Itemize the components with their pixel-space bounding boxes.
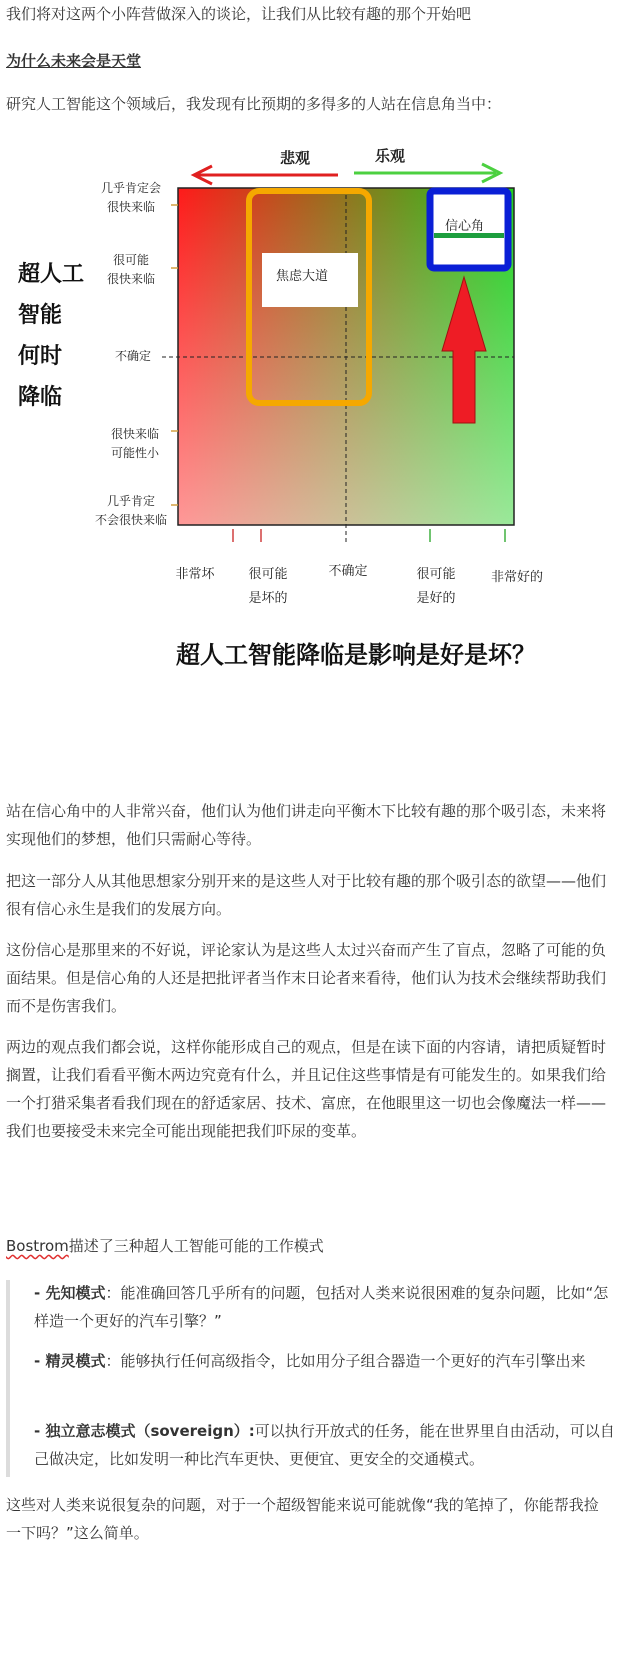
x-tick-3: 不确定 xyxy=(328,564,368,579)
bostrom-intro xyxy=(6,1232,610,1260)
mode-oracle-title: - 先知模式 xyxy=(34,1284,106,1302)
mode-sovereign xyxy=(34,1417,616,1473)
mode-genie xyxy=(34,1347,616,1375)
y-tick-3: 不确定 xyxy=(114,349,152,363)
y-title: 超人工智能何时降临 xyxy=(18,262,85,410)
x-tick-2: 很可能是坏的 xyxy=(248,567,288,606)
lead-paragraph: 研究人工智能这个领域后，我发现有比预期的多得多的人站在信息角当中： xyxy=(6,95,502,113)
bostrom-name: Bostrom xyxy=(6,1237,69,1255)
modes-blockquote xyxy=(6,1280,616,1477)
y-tick-5: 几乎肯定不会很快来临 xyxy=(94,494,168,527)
mode-genie-title: - 精灵模式 xyxy=(34,1352,106,1370)
x-axis-ticks xyxy=(233,529,505,542)
mode-sovereign-title: - 独立意志模式（sovereign）: xyxy=(34,1422,255,1440)
mode-sovereign-text: 可以执行开放式的任务，能在世界里自由活动，可以自己做决定，比如发明一种比汽车更快、更便宜、更安全的交通模式。 xyxy=(34,1422,615,1468)
confidence-corner-label: 信心角 xyxy=(445,219,485,234)
paragraph-2: 把这一部分人从其他思想家分别开来的是这些人对于比较有趣的那个吸引态的欲望——他们很有信心永生是我们的发展方向。 xyxy=(6,872,607,918)
paragraph-4: 两边的观点我们都会说，这样你能形成自己的观点，但是在读下面的内容请，请把质疑暂时搁置，让我们看看平衡木两边究竟有什么，并且记住这些事情是有可能发生的。如果我们给一个打猎采集者看我们现在的舒适家居、技术、富庶，在他眼里这一切也会像魔法一样——我们也要接受未来完全可能出现能把我们吓尿的变革。 xyxy=(6,1038,607,1140)
pessimism-label: 悲观 xyxy=(279,149,311,167)
anxiety-avenue-label: 焦虑大道 xyxy=(276,269,329,284)
pessimism-arrow xyxy=(194,166,338,184)
figure-caption: 超人工智能降临是影响是好是坏？ xyxy=(176,641,536,669)
mode-oracle xyxy=(34,1279,616,1335)
intro-paragraph: 我们将对这两个小阵营做深入的谈论，让我们从比较有趣的那个开始吧 xyxy=(6,5,472,23)
optimism-arrow xyxy=(354,164,500,182)
y-tick-2: 很可能很快来临 xyxy=(106,253,156,286)
section-heading: 为什么未来会是天堂 xyxy=(6,52,142,70)
x-tick-1: 非常坏 xyxy=(175,567,215,582)
paragraph-1: 站在信心角中的人非常兴奋，他们认为他们讲走向平衡木下比较有趣的那个吸引态，未来将实现他们的梦想，他们只需耐心等待。 xyxy=(6,802,607,848)
mode-oracle-text: ：能准确回答几乎所有的问题，包括对人类来说很困难的复杂问题，比如“怎样造一个更好的汽车引擎？” xyxy=(34,1284,609,1330)
y-tick-1: 几乎肯定会很快来临 xyxy=(100,181,162,214)
optimism-label: 乐观 xyxy=(374,147,406,165)
y-axis-ticks xyxy=(171,205,178,505)
mode-genie-text: ：能够执行任何高级指令，比如用分子组合器造一个更好的汽车引擎出来 xyxy=(105,1352,586,1370)
paragraph-3: 这份信心是那里来的不好说，评论家认为是这些人太过兴奋而产生了盲点，忽略了可能的负面结果。但是信心角的人还是把批评者当作末日论者来看待，他们认为技术会继续帮助我们而不是伤害我们。 xyxy=(6,941,607,1015)
closing-paragraph: 这些对人类来说很复杂的问题，对于一个超级智能来说可能就像“我的笔掉了，你能帮我捡一下吗？”这么简单。 xyxy=(6,1496,599,1542)
x-tick-5: 非常好的 xyxy=(490,570,544,585)
confidence-corner-figure xyxy=(0,135,620,695)
bostrom-intro-text: 描述了三种超人工智能可能的工作模式 xyxy=(68,1237,324,1255)
x-tick-4: 很可能是好的 xyxy=(416,567,456,606)
y-tick-4: 很快来临可能性小 xyxy=(110,427,160,460)
